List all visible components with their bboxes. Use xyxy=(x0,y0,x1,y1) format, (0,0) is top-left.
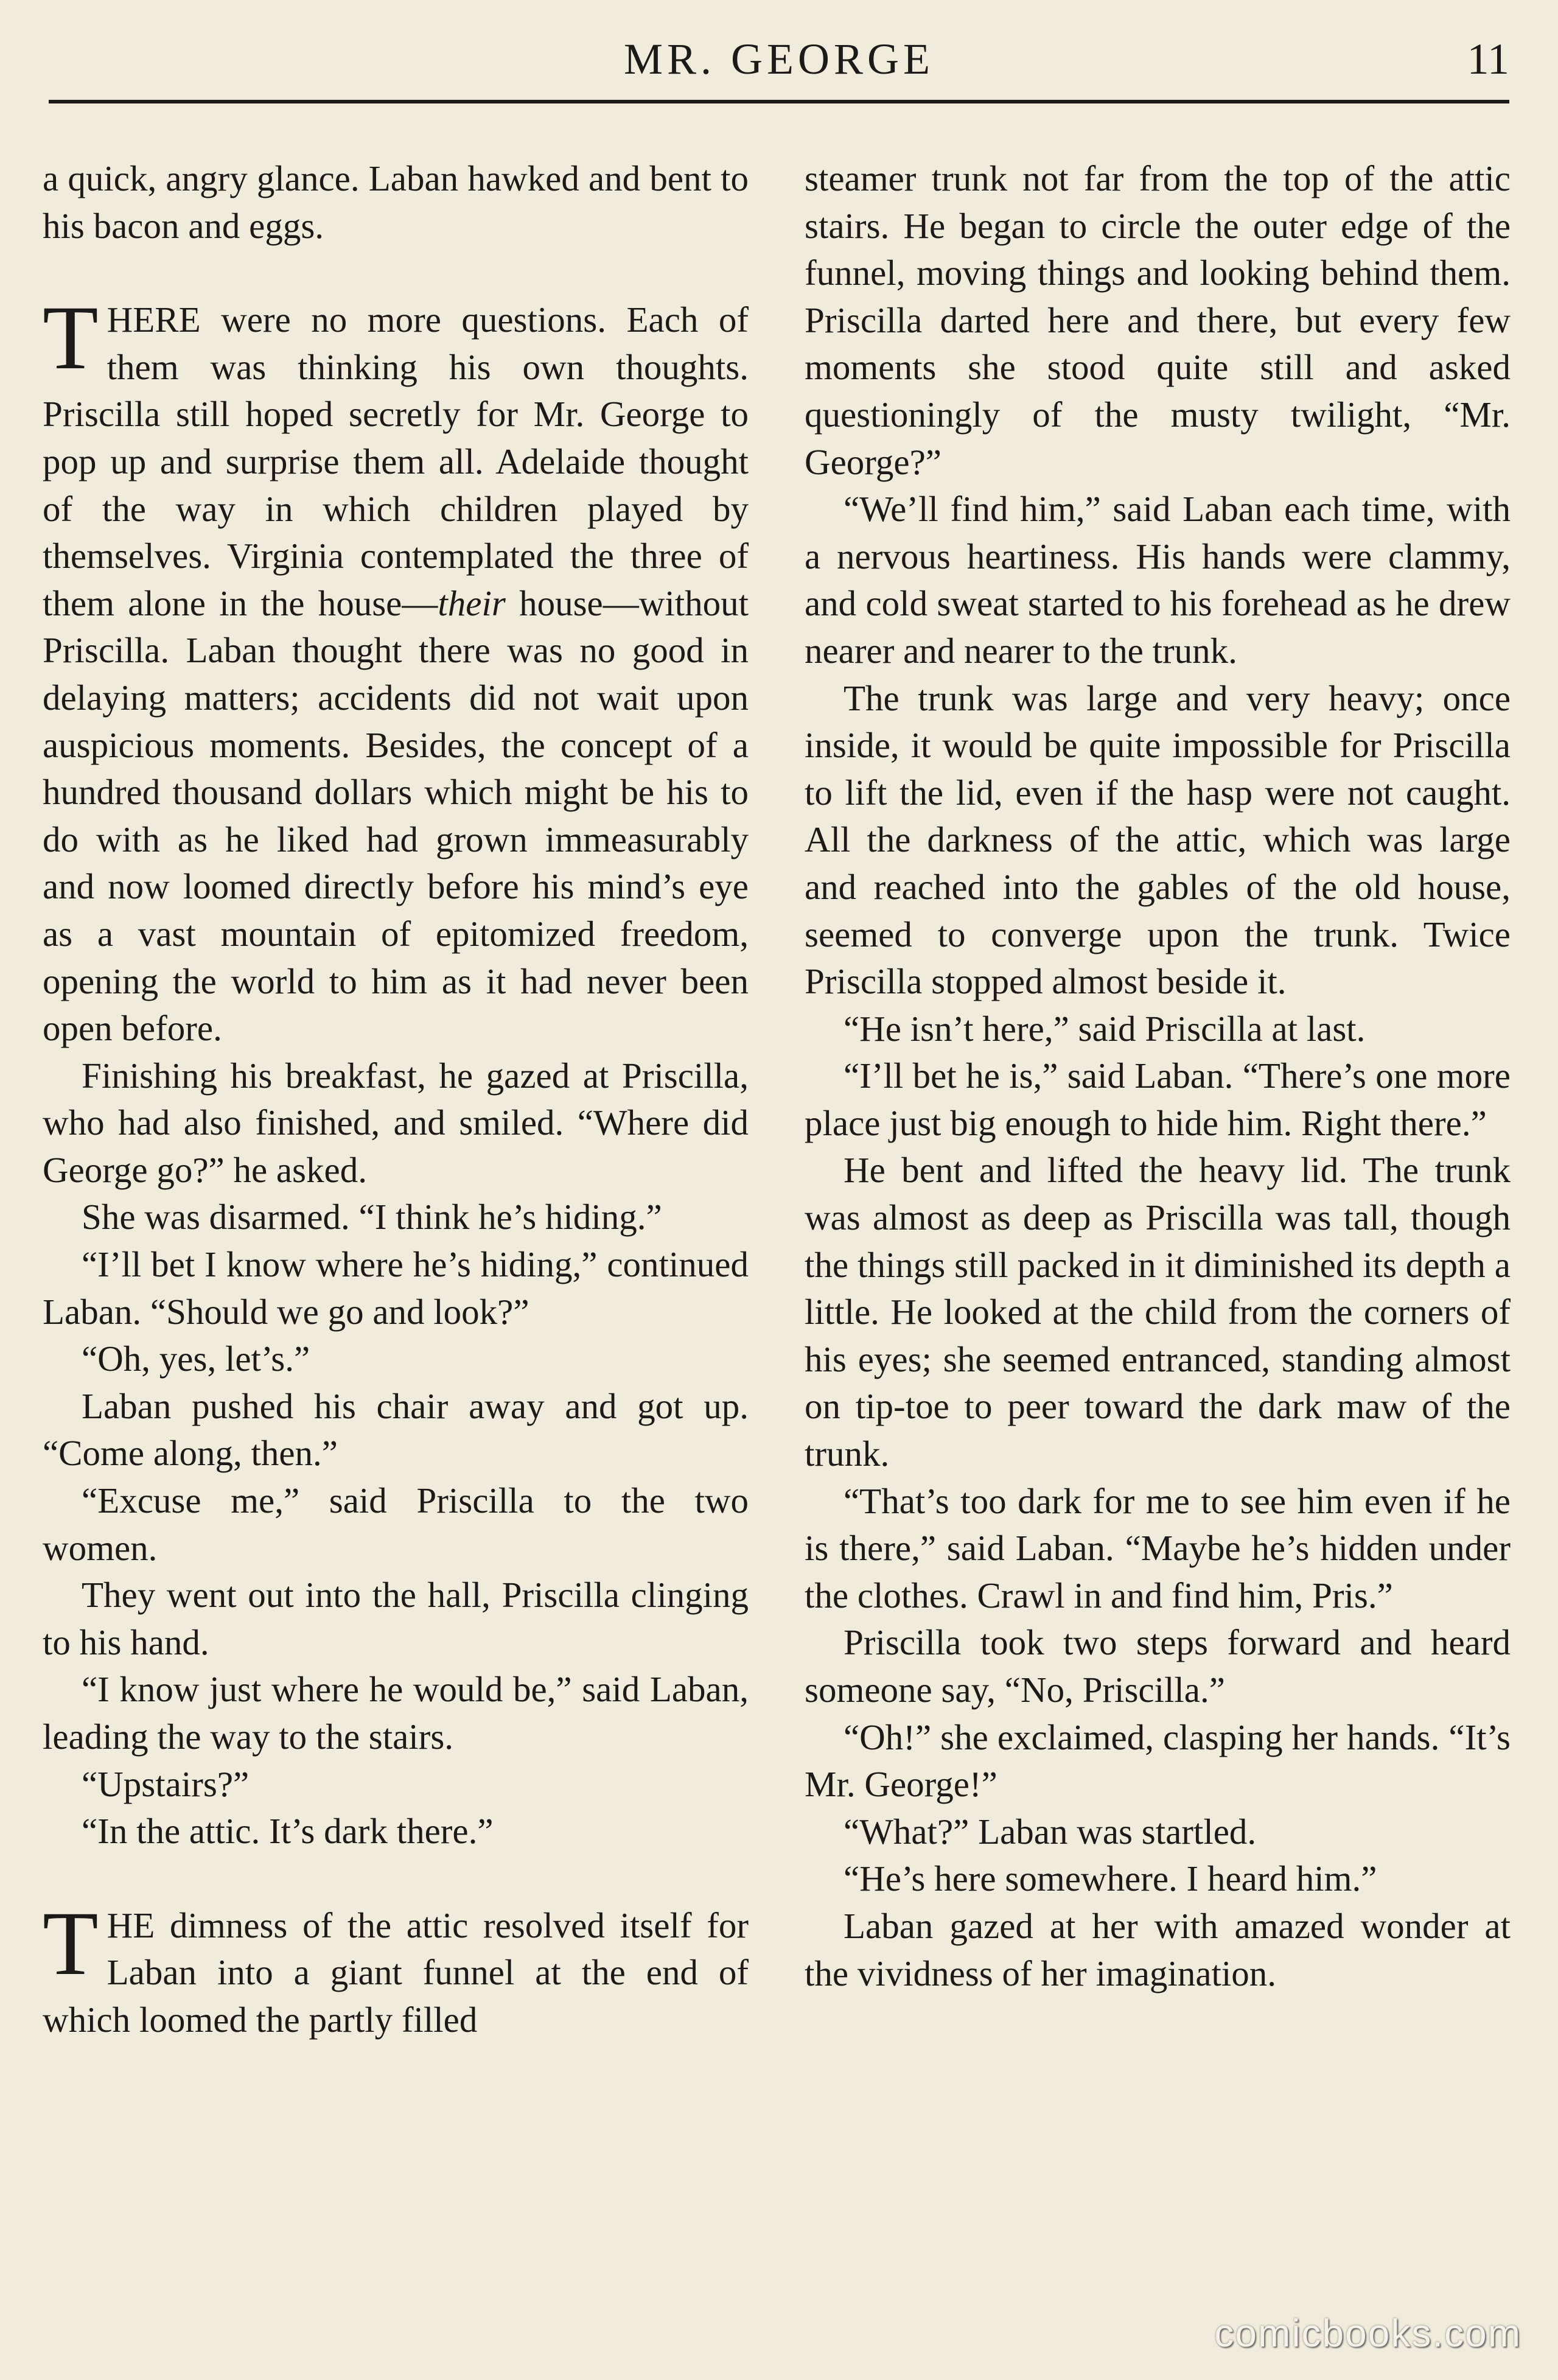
paragraph: a quick, angry glance. Laban hawked and bent to his bacon and eggs. xyxy=(43,158,749,246)
paragraph: They went out into the hall, Priscilla clinging to his hand. xyxy=(43,1575,749,1662)
page-header xyxy=(49,22,1509,101)
italic-word: their xyxy=(438,583,506,623)
paragraph: “We’ll find him,” said Laban each time, with a nervous heartiness. His hands were clammy, and cold sweat started to his forehead as he drew nearer and nearer to the trunk. xyxy=(805,489,1511,671)
section-paragraph xyxy=(43,287,749,1052)
paragraph: “I know just where he would be,” said Laban, leading the way to the stairs. xyxy=(43,1669,749,1757)
paragraph: Finishing his breakfast, he gazed at Priscilla, who had also finished, and smiled. “Where did George go?” he asked. xyxy=(43,1055,749,1190)
running-title: MR. GEORGE xyxy=(623,35,934,83)
paragraph: “In the attic. It’s dark there.” xyxy=(82,1811,494,1852)
paragraph-text: HE dimness of the attic resolved itself for Laban into a giant funnel at the end of which loomed the partly filled xyxy=(43,1905,749,2040)
paragraph: “I’ll bet he is,” said Laban. “There’s one more place just big enough to hide him. Right there.” xyxy=(805,1055,1511,1143)
watermark: comicbooks.com xyxy=(1214,2311,1521,2355)
drop-cap: T xyxy=(43,1892,99,1994)
paragraph: “Oh, yes, let’s.” xyxy=(82,1339,310,1379)
right-column xyxy=(805,155,1511,1997)
paragraph: He bent and lifted the heavy lid. The trunk was almost as deep as Priscilla was tall, though the things still packed in it diminished its depth a little. He looked at the child from the corners of his eyes; she seemed entranced, standing almost on tip-toe to peer toward the dark maw of the trunk. xyxy=(805,1150,1511,1474)
paragraph: Priscilla took two steps forward and heard someone say, “No, Priscilla.” xyxy=(805,1622,1511,1710)
left-column xyxy=(43,155,749,2044)
paragraph-text: house—without Priscilla. Laban thought there was no good in delaying matters; accidents did not wait upon auspicious moments. Besides, the concept of a hundred thousand dollars which might be his to do with as he liked had grown immeasurably and now loomed directly before his mind’s eye as a vast mountain of epitomized freedom, opening the world to him as it had never been open before. xyxy=(43,583,749,1049)
paragraph: “I’ll bet I know where he’s hiding,” continued Laban. “Should we go and look?” xyxy=(43,1244,749,1332)
paragraph: “He’s here somewhere. I heard him.” xyxy=(844,1858,1377,1899)
drop-cap: T xyxy=(43,287,99,389)
paragraph: “He isn’t here,” said Priscilla at last. xyxy=(844,1008,1366,1049)
paragraph: “Excuse me,” said Priscilla to the two women. xyxy=(43,1480,749,1568)
paragraph: “Upstairs?” xyxy=(82,1763,250,1804)
paragraph: The trunk was large and very heavy; once inside, it would be quite impossible for Priscilla to lift the lid, even if the hasp were not caught. All the darkness of the attic, which was large and reached into the gables of the old house, seemed to converge upon the trunk. Twice Priscilla stopped almost beside it. xyxy=(805,677,1511,1002)
paragraph-text: HERE were no more questions. Each of them was thinking his own thoughts. Priscilla still hoped secretly for Mr. George to pop up and surprise them all. Adelaide thought of the way in which children played by themselves. Virginia contemplated the three of them alone in the house— xyxy=(43,299,749,623)
paragraph: She was disarmed. “I think he’s hiding.” xyxy=(82,1197,662,1237)
paragraph: Laban gazed at her with amazed wonder at the vividness of her imagination. xyxy=(805,1905,1511,1993)
paragraph: “What?” Laban was startled. xyxy=(844,1811,1257,1852)
section-paragraph xyxy=(43,1892,749,2044)
paragraph: “Oh!” she exclaimed, clasping her hands. “It’s Mr. George!” xyxy=(805,1717,1511,1805)
paragraph: Laban pushed his chair away and got up. “Come along, then.” xyxy=(43,1385,749,1474)
header-rule xyxy=(49,100,1509,103)
page-number: 11 xyxy=(1467,35,1509,83)
paragraph: “That’s too dark for me to see him even if he is there,” said Laban. “Maybe he’s hidden under the clothes. Crawl in and find him, Pris.” xyxy=(805,1480,1511,1615)
paragraph: steamer trunk not far from the top of the attic stairs. He began to circle the outer edge of the funnel, moving things and looking behind them. Priscilla darted here and there, but every few moments she stood quite still and asked questioningly of the musty twilight, “Mr. George?” xyxy=(805,158,1511,482)
